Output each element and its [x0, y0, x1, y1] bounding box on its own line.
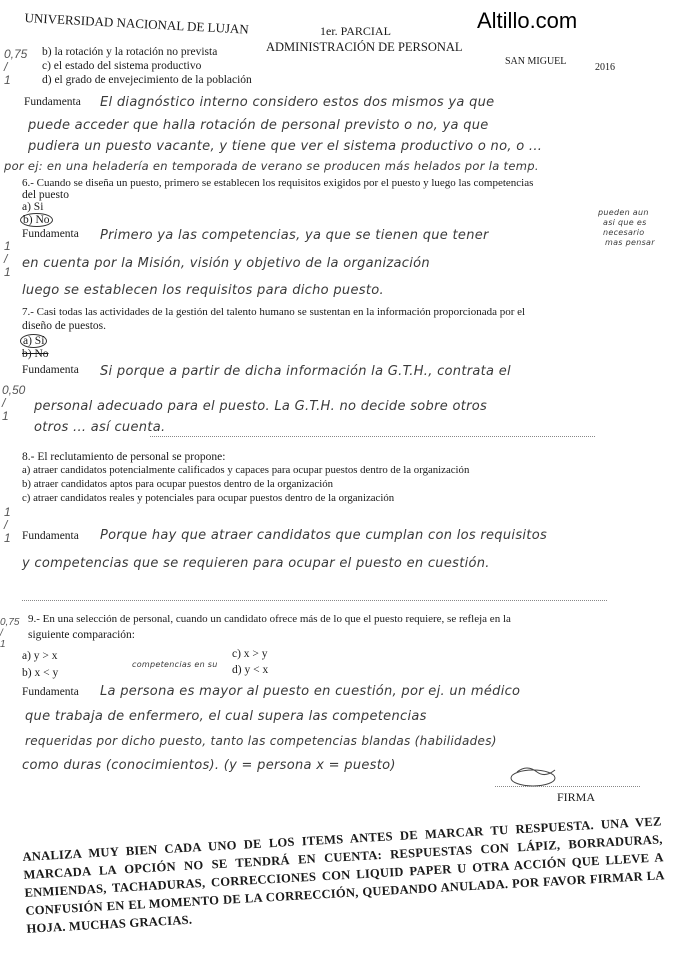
q6-fundamenta-label: Fundamenta [22, 228, 79, 240]
q9-question: 9.- En una selección de personal, cuando un candidato ofrece más de lo que el puesto requiere, se refleja en la [28, 613, 511, 625]
answer-line [150, 436, 595, 437]
q5-answer-line: pudiera un puesto vacante, y tiene que ver el sistema productivo o no, o ... [28, 139, 543, 154]
q9-margin-note: competencias en su [132, 660, 218, 669]
q9-option-b[interactable]: b) x < y [22, 667, 59, 679]
q8-option-c[interactable]: c) atraer candidatos reales y potenciales para ocupar puestos dentro de la organización [22, 492, 395, 504]
q9-fundamenta-label: Fundamenta [22, 686, 79, 698]
q6-question: 6.- Cuando se diseña un puesto, primero se establecen los requisitos exigidos por el puesto y luego las competencias [22, 177, 534, 189]
grade-q8: 1 / 1 [4, 505, 11, 545]
q5-answer-line: puede acceder que halla rotación de personal previsto o no, ya que [28, 118, 489, 133]
university-name: UNIVERSIDAD NACIONAL DE LUJAN [24, 10, 250, 37]
grade-q9: 0,75 / 1 [0, 617, 20, 650]
watermark: Altillo.com [477, 8, 578, 33]
q7-option-b[interactable]: b) No [22, 348, 49, 360]
q6-answer-line: luego se establecen los requisitos para dicho puesto. [22, 283, 384, 298]
exam-label: 1er. PARCIAL [320, 24, 391, 38]
signature-line [495, 786, 640, 787]
q6-answer-line: en cuenta por la Misión, visión y objetivo de la organización [22, 256, 430, 271]
q7-fundamenta-label: Fundamenta [22, 364, 79, 376]
q7-question: 7.- Casi todas las actividades de la gestión del talento humano se sustentan en la información proporcionada por el [22, 306, 526, 318]
answer-line [22, 600, 607, 601]
q9-answer-line: requeridas por dicho puesto, tanto las competencias blandas (habilidades) [25, 734, 497, 748]
q7-option-a-selected[interactable]: a) Sí [20, 334, 47, 348]
q6-option-b-selected[interactable]: b) No [20, 213, 53, 227]
q8-option-a[interactable]: a) atraer candidatos potencialmente calificados y capaces para ocupar puestos dentro de la organización [22, 464, 470, 476]
q7-answer-line: Si porque a partir de dicha información la G.T.H., contrata el [100, 364, 511, 379]
q7-answer-line: otros ... así cuenta. [34, 420, 166, 435]
q5-fundamenta-label: Fundamenta [24, 96, 81, 108]
q5-option-b: b) la rotación y la rotación no prevista [42, 46, 218, 58]
q6-question-cont: del puesto [22, 189, 69, 201]
q5-answer-line: por ej: en una heladería en temporada de verano se producen más helados por la temp. [4, 159, 539, 173]
q9-answer-line: como duras (conocimientos). (y = persona x = puesto) [22, 758, 396, 773]
grade-q7: 0,50 / 1 [2, 383, 26, 423]
q9-option-c[interactable]: c) x > y [232, 648, 268, 660]
q5-answer-line: El diagnóstico interno considero estos dos mismos ya que [100, 95, 495, 110]
q6-side-note: asi que es [603, 218, 647, 227]
q9-question-cont: siguiente comparación: [28, 629, 135, 641]
course-title: ADMINISTRACIÓN DE PERSONAL [266, 40, 463, 54]
q8-option-b[interactable]: b) atraer candidatos aptos para ocupar puestos dentro de la organización [22, 478, 333, 490]
q8-answer-line: Porque hay que atraer candidatos que cumplan con los requisitos [100, 528, 548, 543]
q6-option-a[interactable]: a) Si [22, 201, 44, 213]
q6-side-note: pueden aun [598, 208, 649, 217]
exam-instructions: ANALIZA MUY BIEN CADA UNO DE LOS ITEMS ANTES DE MARCAR TU RESPUESTA. UNA VEZ MARCADA LA OPCIÓN NO SE TENDRÁ EN CUENTA: RESPUESTAS CON LÁPIZ, BORRADURAS, ENMIENDAS, TACHADURAS, CORRECCIONES CON LIQUID PAPER U OTRA ACCIÓN QUE LLEVE A CONFUSIÓN EN EL MOMENTO DE LA CORRECCIÓN, QUEDANDO ANULADA. POR FAVOR FIRMAR LA HOJA. MUCHAS GRACIAS. [22, 814, 665, 936]
q7-answer-line: personal adecuado para el puesto. La G.T.H. no decide sobre otros [34, 399, 488, 414]
q5-option-d: d) el grado de envejecimiento de la población [42, 74, 252, 86]
q5-option-c: c) el estado del sistema productivo [42, 60, 202, 72]
q8-answer-line: y competencias que se requieren para ocupar el puesto en cuestión. [22, 556, 490, 571]
q6-side-note: mas pensar [605, 238, 655, 247]
q9-answer-line: que trabaja de enfermero, el cual supera las competencias [25, 709, 427, 724]
grade-q5: 0,75 / 1 [4, 47, 28, 87]
q9-option-a[interactable]: a) y > x [22, 650, 58, 662]
q7-question-cont: diseño de puestos. [22, 320, 107, 332]
year: 2016 [595, 62, 615, 73]
q9-option-d[interactable]: d) y < x [232, 664, 269, 676]
q8-question: 8.- El reclutamiento de personal se propone: [22, 451, 226, 463]
q8-fundamenta-label: Fundamenta [22, 530, 79, 542]
q9-answer-line: La persona es mayor al puesto en cuestión, por ej. un médico [100, 684, 521, 699]
campus: SAN MIGUEL [505, 56, 567, 67]
signature-label: FIRMA [557, 790, 596, 804]
q6-side-note: necesario [603, 228, 645, 237]
q6-answer-line: Primero ya las competencias, ya que se tienen que tener [100, 228, 489, 243]
grade-q6: 1 / 1 [4, 239, 11, 279]
